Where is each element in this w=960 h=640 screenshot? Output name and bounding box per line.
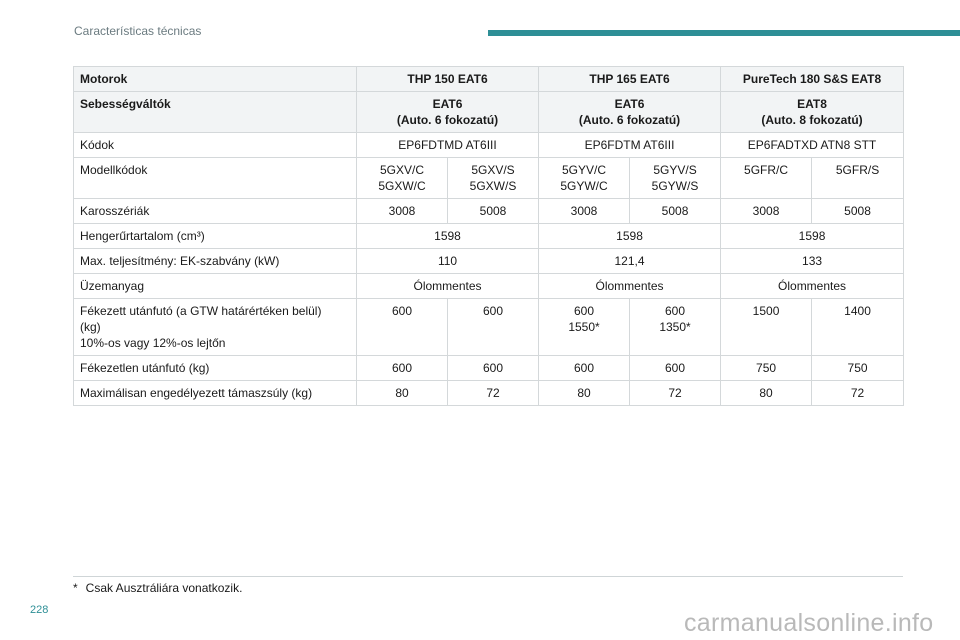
modellkod-line: 5GYW/C bbox=[560, 179, 608, 193]
label-line: 10%-os vagy 12%-os lejtőn bbox=[80, 336, 226, 350]
row-uzemanyag bbox=[74, 274, 904, 299]
fekezetlen-cell: 750 bbox=[812, 356, 904, 381]
tamaszsuly-cell: 72 bbox=[630, 381, 721, 406]
modellkod-line: 5GXV/S bbox=[471, 163, 515, 177]
fekezett-cell bbox=[812, 299, 904, 356]
gearbox-cell bbox=[539, 92, 721, 133]
label-karosszeriak: Karosszériák bbox=[74, 199, 357, 224]
row-hengerurtartalom bbox=[74, 224, 904, 249]
fekezett-cell bbox=[539, 299, 630, 356]
page-number: 228 bbox=[30, 604, 49, 616]
hengerurtartalom-cell: 1598 bbox=[721, 224, 904, 249]
kod-cell: EP6FADTXD ATN8 STT bbox=[721, 133, 904, 158]
value-line: 1400 bbox=[844, 304, 871, 318]
value-line: 600 bbox=[665, 304, 686, 318]
value-line: 1350* bbox=[659, 320, 691, 334]
label-teljesitmeny: Max. teljesítmény: EK-szabvány (kW) bbox=[74, 249, 357, 274]
karosszeria-cell: 5008 bbox=[812, 199, 904, 224]
footnote-text: Csak Ausztráliára vonatkozik. bbox=[85, 581, 243, 595]
karosszeria-cell: 3008 bbox=[357, 199, 448, 224]
gearbox-name: EAT8 bbox=[797, 97, 827, 111]
gearbox-cell bbox=[721, 92, 904, 133]
label-sebessegvaltok: Sebességváltók bbox=[74, 92, 357, 133]
value-line: 600 bbox=[482, 304, 504, 318]
modellkod-cell bbox=[630, 158, 721, 199]
tamaszsuly-cell: 80 bbox=[357, 381, 448, 406]
modellkod-cell bbox=[812, 158, 904, 199]
uzemanyag-cell: Ólommentes bbox=[721, 274, 904, 299]
label-line: Fékezett utánfutó (a GTW határértéken belül) bbox=[80, 304, 322, 318]
tamaszsuly-cell: 72 bbox=[812, 381, 904, 406]
modellkod-cell bbox=[721, 158, 812, 199]
fekezetlen-cell: 600 bbox=[630, 356, 721, 381]
fekezett-cell bbox=[721, 299, 812, 356]
gearbox-cell bbox=[357, 92, 539, 133]
modellkod-cell bbox=[448, 158, 539, 199]
watermark: carmanualsonline.info bbox=[684, 609, 934, 637]
engine-cell: THP 150 EAT6 bbox=[357, 67, 539, 92]
gearbox-desc: (Auto. 8 fokozatú) bbox=[761, 113, 863, 127]
gearbox-name: EAT6 bbox=[614, 97, 645, 111]
fekezetlen-cell: 600 bbox=[539, 356, 630, 381]
hengerurtartalom-cell: 1598 bbox=[357, 224, 539, 249]
tamaszsuly-cell: 72 bbox=[448, 381, 539, 406]
label-uzemanyag: Üzemanyag bbox=[74, 274, 357, 299]
header-accent-bar bbox=[488, 30, 960, 36]
fekezetlen-cell: 600 bbox=[448, 356, 539, 381]
fekezett-cell bbox=[357, 299, 448, 356]
value-line: 1550* bbox=[568, 320, 600, 334]
page-header-title: Características técnicas bbox=[74, 24, 202, 38]
modellkod-line: 5GXW/C bbox=[378, 179, 426, 193]
footnote-divider bbox=[73, 576, 903, 577]
row-sebessegvaltok bbox=[74, 92, 904, 133]
label-kodok: Kódok bbox=[74, 133, 357, 158]
modellkod-line: 5GYW/S bbox=[651, 179, 699, 193]
fekezett-cell bbox=[630, 299, 721, 356]
row-fekezetlen-utanfuto bbox=[74, 356, 904, 381]
row-motorok bbox=[74, 67, 904, 92]
modellkod-line: 5GFR/C bbox=[744, 163, 789, 177]
gearbox-desc: (Auto. 6 fokozatú) bbox=[578, 113, 681, 127]
row-kodok bbox=[74, 133, 904, 158]
value-line: 600 bbox=[391, 304, 413, 318]
value-line: 600 bbox=[574, 304, 595, 318]
label-modellkodok: Modellkódok bbox=[74, 158, 357, 199]
footnote bbox=[73, 581, 242, 595]
row-modellkodok bbox=[74, 158, 904, 199]
modellkod-cell bbox=[357, 158, 448, 199]
modellkod-line: 5GXW/S bbox=[469, 179, 517, 193]
fekezetlen-cell: 600 bbox=[357, 356, 448, 381]
label-fekezett-utanfuto bbox=[74, 299, 357, 356]
engine-cell: PureTech 180 S&S EAT8 bbox=[721, 67, 904, 92]
row-teljesitmeny bbox=[74, 249, 904, 274]
modellkod-line: 5GYV/S bbox=[653, 163, 697, 177]
uzemanyag-cell: Ólommentes bbox=[539, 274, 721, 299]
teljesitmeny-cell: 121,4 bbox=[539, 249, 721, 274]
technical-specs-table bbox=[73, 66, 904, 406]
uzemanyag-cell: Ólommentes bbox=[357, 274, 539, 299]
modellkod-cell bbox=[539, 158, 630, 199]
gearbox-name: EAT6 bbox=[432, 97, 463, 111]
engine-cell: THP 165 EAT6 bbox=[539, 67, 721, 92]
label-hengerurtartalom: Hengerűrtartalom (cm³) bbox=[74, 224, 357, 249]
value-line: 1500 bbox=[752, 304, 780, 318]
karosszeria-cell: 5008 bbox=[448, 199, 539, 224]
karosszeria-cell: 3008 bbox=[539, 199, 630, 224]
karosszeria-cell: 3008 bbox=[721, 199, 812, 224]
teljesitmeny-cell: 133 bbox=[721, 249, 904, 274]
karosszeria-cell: 5008 bbox=[630, 199, 721, 224]
fekezett-cell bbox=[448, 299, 539, 356]
kod-cell: EP6FDTM AT6III bbox=[539, 133, 721, 158]
label-tamaszsuly: Maximálisan engedélyezett támaszsúly (kg) bbox=[74, 381, 357, 406]
kod-cell: EP6FDTMD AT6III bbox=[357, 133, 539, 158]
label-line: (kg) bbox=[80, 320, 101, 334]
tamaszsuly-cell: 80 bbox=[721, 381, 812, 406]
row-tamaszsuly bbox=[74, 381, 904, 406]
modellkod-line: 5GYV/C bbox=[562, 163, 607, 177]
modellkod-line: 5GXV/C bbox=[379, 163, 424, 177]
footnote-mark: * bbox=[73, 581, 78, 595]
teljesitmeny-cell: 110 bbox=[357, 249, 539, 274]
row-karosszeriak bbox=[74, 199, 904, 224]
row-fekezett-utanfuto bbox=[74, 299, 904, 356]
label-fekezetlen-utanfuto: Fékezetlen utánfutó (kg) bbox=[74, 356, 357, 381]
label-motorok: Motorok bbox=[74, 67, 357, 92]
hengerurtartalom-cell: 1598 bbox=[539, 224, 721, 249]
gearbox-desc: (Auto. 6 fokozatú) bbox=[396, 113, 499, 127]
fekezetlen-cell: 750 bbox=[721, 356, 812, 381]
modellkod-line: 5GFR/S bbox=[835, 163, 880, 177]
tamaszsuly-cell: 80 bbox=[539, 381, 630, 406]
